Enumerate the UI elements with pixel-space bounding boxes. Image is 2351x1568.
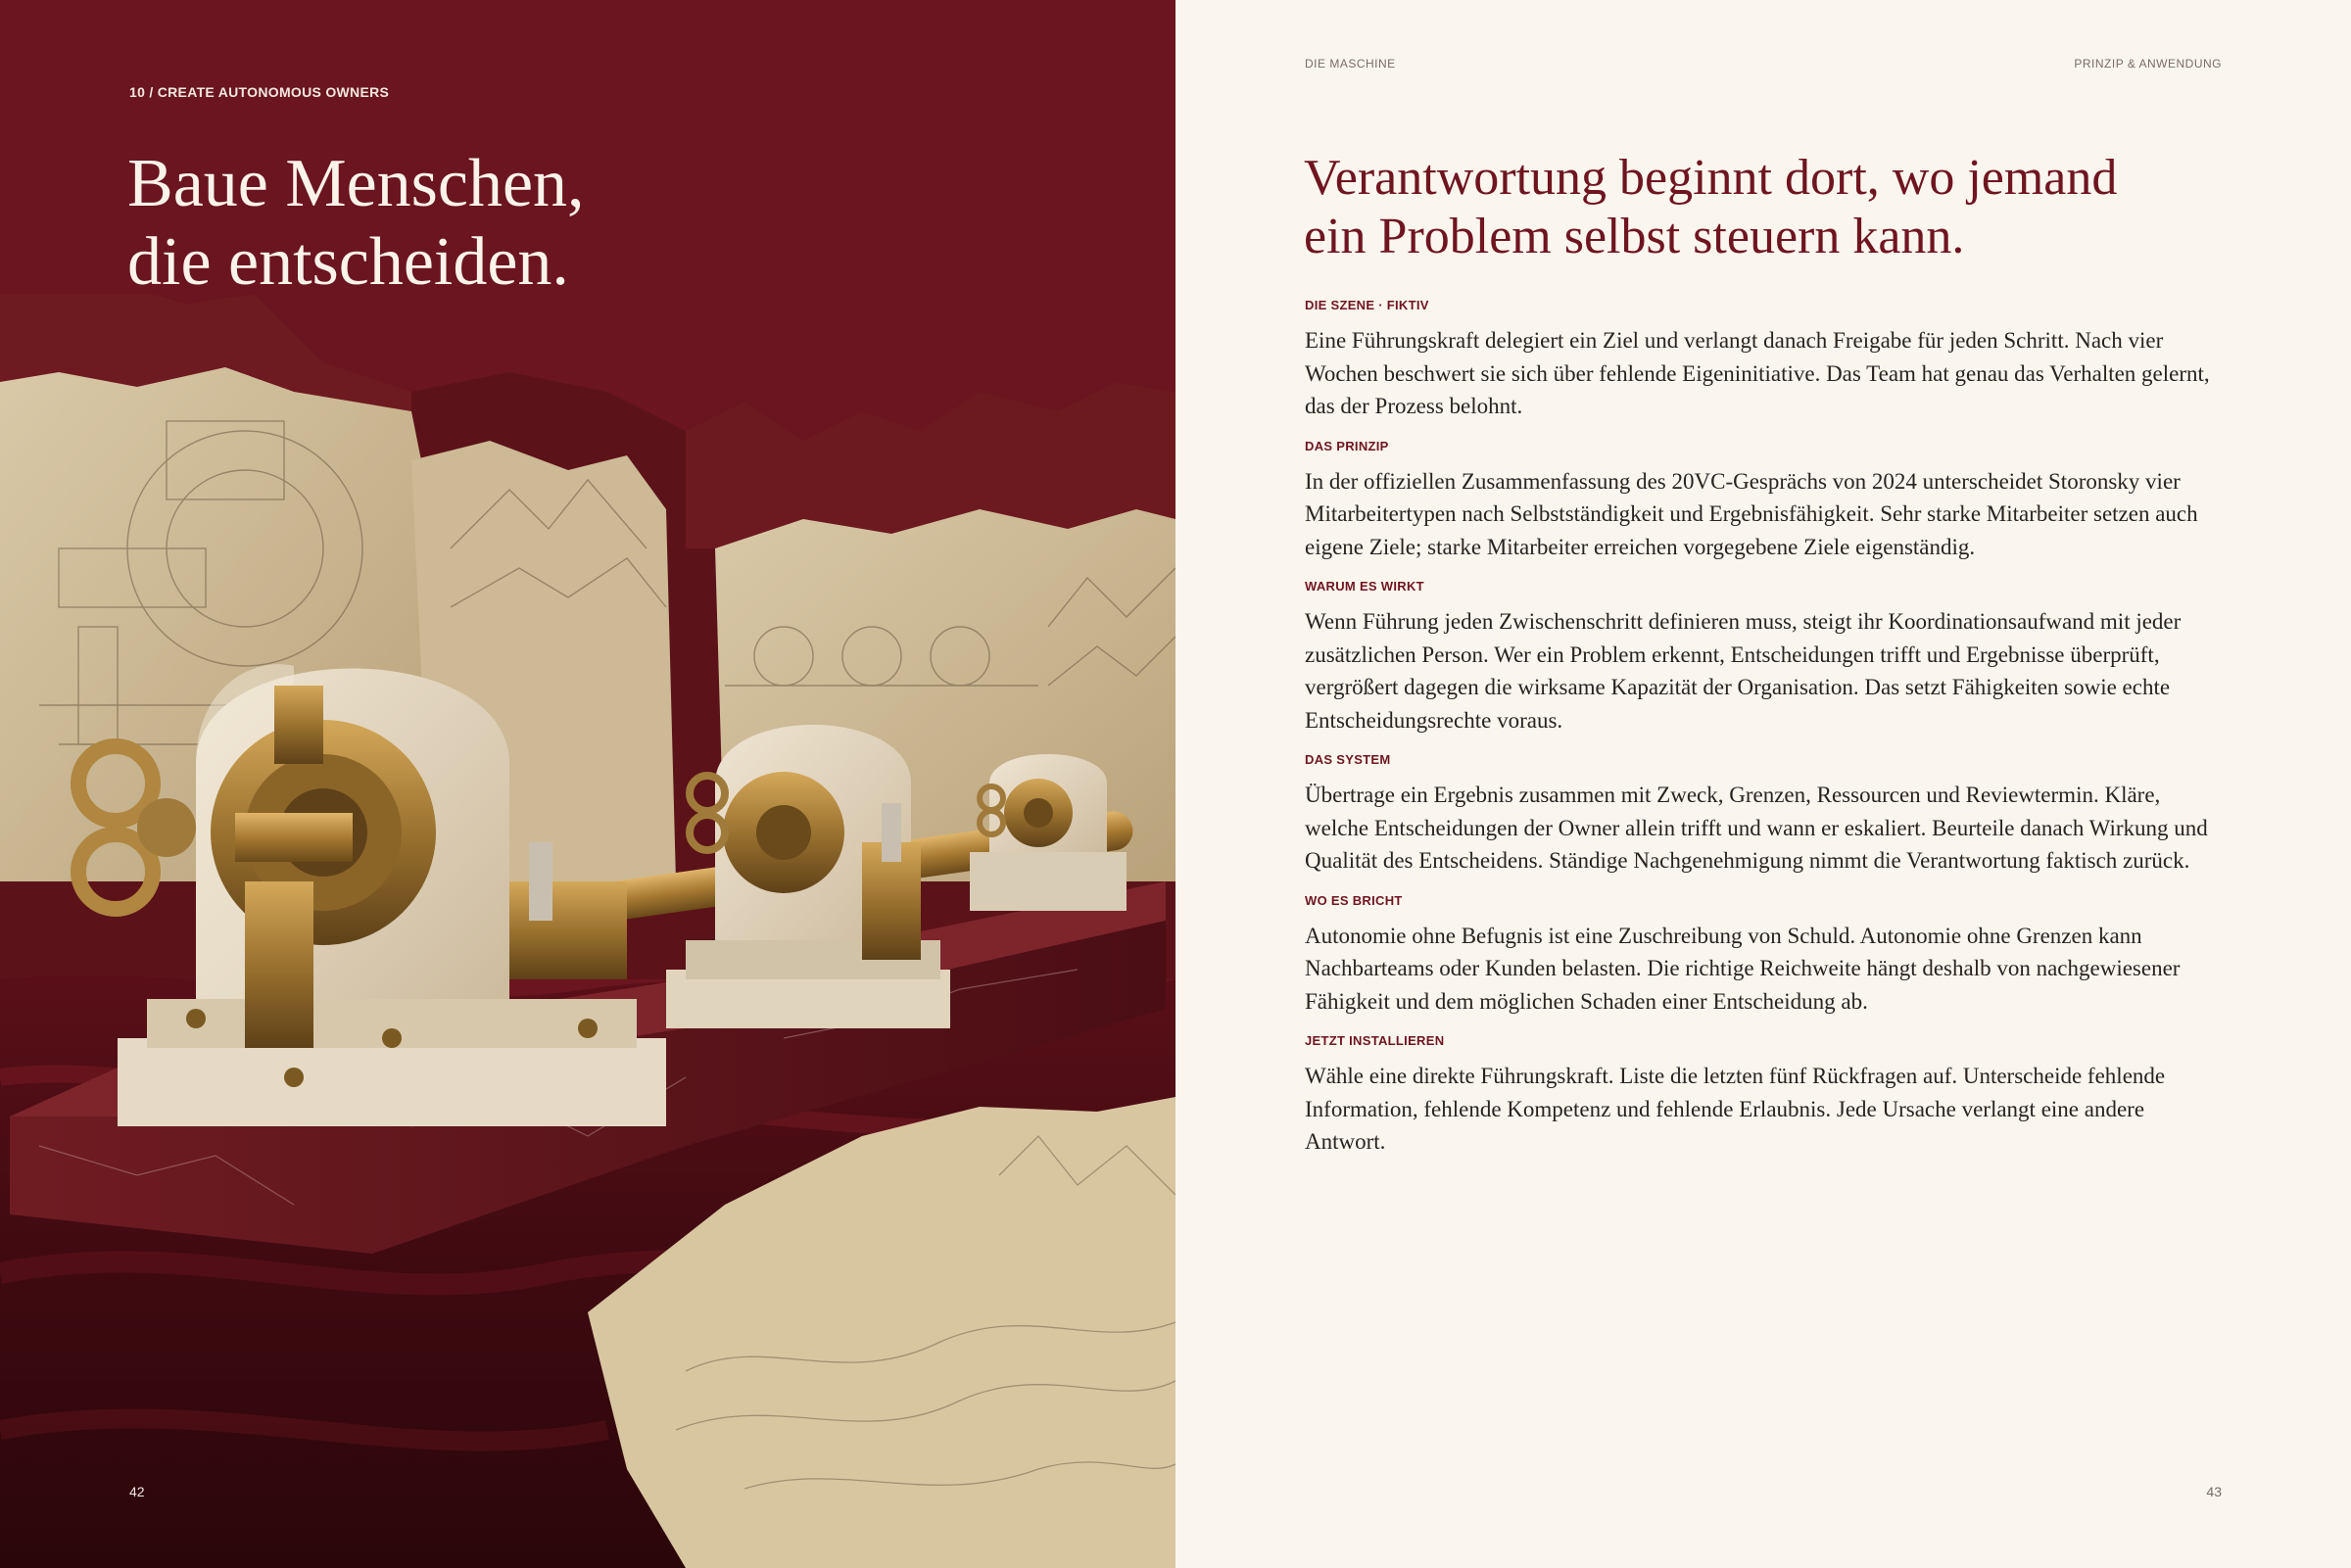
page-headline-line: Verantwortung beginnt dort, wo jemand [1304,150,2118,206]
running-head-left: DIE MASCHINE [1305,57,1396,71]
section-label: DAS PRINZIP [1305,438,1389,453]
chapter-title [127,145,1009,302]
page-headline [1304,149,2244,266]
chapter-title-line: Baue Menschen, [127,146,585,221]
chapter-title-line: die entscheiden. [127,224,569,300]
section-principle [1305,439,2226,564]
section-system [1305,752,2226,878]
section-label: WARUM ES WIRKT [1305,579,1424,594]
section-label: JETZT INSTALLIEREN [1305,1033,1445,1048]
section-label: DIE SZENE · FIKTIV [1305,298,1429,312]
section-body: Wähle eine direkte Führungskraft. Liste die letzten fünf Rückfragen auf. Unterscheide fehlende Information, fehlende Kompetenz und fehlende Erlaubnis. Jede Ursache verlangt eine andere Antwort. [1305,1064,2166,1154]
section-label: WO ES BRICHT [1305,892,1403,908]
right-page [1176,0,2351,1568]
section-body: Eine Führungskraft delegiert ein Ziel und verlangt danach Freigabe für jeden Schritt. Nach vier Wochen beschwert sie sich über fehlende Eigeninitiative. Das Team hat genau das Verhalten gelernt, das der Prozess belohnt. [1305,328,2210,418]
section-scene [1305,298,2226,423]
page-headline-line: ein Problem selbst steuern kann. [1304,209,1965,264]
section-breaks [1305,893,2226,1019]
page-number-left: 42 [129,1484,145,1499]
section-label: DAS SYSTEM [1305,752,1391,767]
section-body: In der offiziellen Zusammenfassung des 20VC-Gesprächs von 2024 unterscheidet Storonsky vier Mitarbeitertypen nach Selbstständigkeit und Ergebnisfähigkeit. Sehr starke Mitarbeiter setzen auch eigene Ziele; starke Mitarbeiter erreichen vorgegebene Ziele eigenständig. [1305,468,2198,559]
page-number-right: 43 [2206,1484,2222,1499]
running-head-right: PRINZIP & ANWENDUNG [2074,57,2222,71]
section-body: Übertrage ein Ergebnis zusammen mit Zweck, Grenzen, Ressourcen und Reviewtermin. Kläre, welche Entscheidungen der Owner allein trifft und wann er eskaliert. Beurteile danach Wirkung und Qualität des Entscheidens. Ständige Nachgenehmigung nimmt die Verantwortung faktisch zurück. [1305,783,2208,873]
section-install [1305,1033,2226,1159]
section-why [1305,579,2226,736]
section-body: Wenn Führung jeden Zwischenschritt definieren muss, steigt ihr Koordinationsaufwand mit jeder zusätzlichen Person. Wer ein Problem erkennt, Entscheidungen trifft und Ergebnisse überprüft, vergrößert dagegen die wirksame Kapazität der Organisation. Das setzt Fähigkeiten sowie echte Entscheidungsrechte voraus. [1305,609,2182,733]
chapter-label: 10 / CREATE AUTONOMOUS OWNERS [129,84,390,100]
sections [1305,298,2226,1174]
section-body: Autonomie ohne Befugnis ist eine Zuschreibung von Schuld. Autonomie ohne Grenzen kann Nachbarteams oder Kunden belasten. Die richtige Reichweite hängt deshalb von nachgewiesener Fähigkeit und dem möglichen Schaden einer Entscheidung ab. [1305,923,2181,1014]
